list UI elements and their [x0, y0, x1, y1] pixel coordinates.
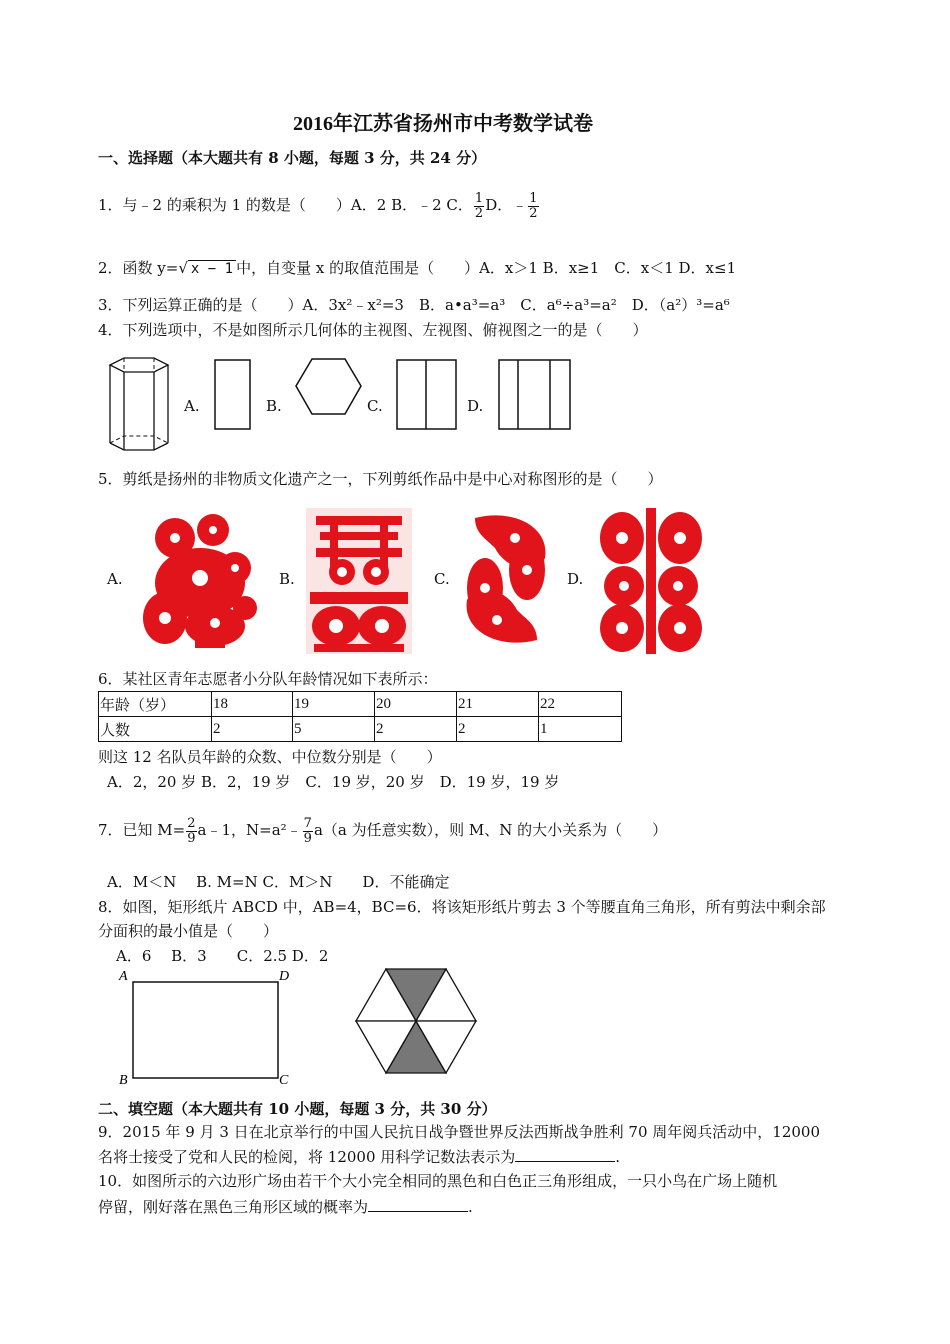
question-10-line-1: 10．如图所示的六边形广场由若干个大小完全相同的黑色和白色正三角形组成，一只小鸟在广场上随机 — [98, 1172, 778, 1190]
age-table — [98, 691, 622, 742]
paper-cut-double-happiness-b[interactable] — [306, 508, 412, 654]
question-2-rest: 中，自变量 x 的取值范围是（ ）A．x＞1 B．x≥1 C．x＜1 D．x≤1 — [236, 259, 737, 277]
option-a-label: A. — [184, 397, 200, 415]
question-7 — [98, 812, 667, 848]
question-10-text: 停留，刚好落在黑色三角形区域的概率为 — [98, 1198, 369, 1216]
view-rectangle-a[interactable] — [214, 359, 252, 431]
question-3: 3．下列运算正确的是（ ）A．3x²﹣x²=3 B．a•a³=a³ C．a⁶÷a³=a² D．（a²）³=a⁶ — [98, 296, 730, 314]
question-1-text-2: D．﹣ — [485, 196, 528, 214]
table-row — [99, 692, 622, 717]
question-5: 5．剪纸是扬州的非物质文化遗产之一，下列剪纸作品中是中心对称图形的是（ ） — [98, 470, 663, 488]
page-title: 2016年江苏省扬州市中考数学试卷 — [293, 113, 593, 135]
table-cell: 18 — [212, 692, 293, 717]
table-cell: 5 — [293, 717, 375, 742]
vertex-label-c: C — [279, 1073, 289, 1088]
view-two-panels-c[interactable] — [396, 359, 458, 431]
vertex-label-d: D — [279, 969, 290, 984]
section-heading-fill: 二、填空题（本大题共有 10 小题，每题 3 分，共 30 分） — [98, 1100, 497, 1118]
question-2 — [98, 259, 736, 277]
answer-blank[interactable] — [368, 1197, 468, 1212]
question-6-followup: 则这 12 名队员年龄的众数、中位数分别是（ ） — [98, 748, 442, 766]
question-2-lead: 2．函数 y= — [98, 259, 179, 277]
option-a-label: A. — [107, 570, 123, 588]
section-heading-choice: 一、选择题（本大题共有 8 小题，每题 3 分，共 24 分） — [98, 149, 487, 167]
question-6: 6．某社区青年志愿者小分队年龄情况如下表所示： — [98, 670, 438, 688]
option-d-label: D. — [467, 397, 484, 415]
sqrt-sign: √ — [178, 259, 188, 277]
paper-cut-fish-c[interactable] — [455, 508, 557, 650]
table-cell: 20 — [375, 692, 457, 717]
paper-cut-monkey-a[interactable] — [135, 508, 260, 650]
question-7-rest: a（a 为任意实数），则 M、N 的大小关系为（ ） — [313, 821, 668, 839]
question-4: 4．下列选项中，不是如图所示几何体的主视图、左视图、俯视图之一的是（ ） — [98, 321, 648, 339]
fraction: $\frac{1}{2}$ — [529, 190, 538, 221]
option-b-label: B. — [266, 397, 282, 415]
rectangle-abcd-figure — [116, 966, 296, 1088]
paper-cut-squirrel-d[interactable] — [598, 508, 704, 654]
question-6-options: A．2，20 岁 B．2，19 岁 C．19 岁，20 岁 D．19 岁，19 岁 — [107, 773, 560, 791]
question-7-options: A．M＜N B. M=N C．M＞N D．不能确定 — [107, 873, 450, 891]
question-8-line-2: 分面积的最小值是（ ） — [98, 922, 279, 940]
radicand: x − 1 — [188, 260, 236, 277]
question-10-line-2: 停留，刚好落在黑色三角形区域的概率为 . — [98, 1198, 473, 1216]
question-1-text: 1．与﹣2 的乘积为 1 的数是（ ）A．2 B．﹣2 C． — [98, 196, 473, 214]
answer-blank[interactable] — [515, 1147, 615, 1162]
option-b-label: B. — [279, 570, 295, 588]
question-8-options: A．6 B．3 C．2.5 D．2 — [116, 947, 329, 965]
table-cell: 人数 — [99, 717, 212, 742]
question-1 — [98, 187, 540, 223]
table-cell: 19 — [293, 692, 375, 717]
fraction: $\frac{2}{9}$ — [187, 815, 196, 846]
table-cell: 22 — [539, 692, 622, 717]
table-row — [99, 717, 622, 742]
view-hexagon-b[interactable] — [294, 357, 364, 417]
table-cell: 2 — [457, 717, 539, 742]
table-cell: 2 — [212, 717, 293, 742]
question-7-lead: 7．已知 M= — [98, 821, 186, 839]
fraction: $\frac{7}{9}$ — [303, 815, 312, 846]
table-cell: 2 — [375, 717, 457, 742]
option-c-label: C. — [367, 397, 383, 415]
fraction: $\frac{1}{2}$ — [474, 190, 484, 221]
question-9-line-1: 9．2015 年 9 月 3 日在北京举行的中国人民抗日战争暨世界反法西斯战争胜利 70 周年阅兵活动中，12000 — [98, 1123, 820, 1141]
table-cell: 21 — [457, 692, 539, 717]
question-7-mid: a﹣1，N=a²﹣ — [197, 821, 302, 839]
vertex-label-a: A — [119, 969, 128, 984]
table-cell: 年龄（岁） — [99, 692, 212, 717]
hexagon-triangles-figure — [352, 966, 480, 1076]
question-9-line-2: 名将士接受了党和人民的检阅，将 12000 用科学记数法表示为 . — [98, 1148, 621, 1166]
question-9-text: 名将士接受了党和人民的检阅，将 12000 用科学记数法表示为 — [98, 1148, 516, 1166]
table-cell: 1 — [539, 717, 622, 742]
view-three-panels-d[interactable] — [498, 359, 572, 431]
option-c-label: C. — [434, 570, 450, 588]
vertex-label-b: B — [119, 1073, 128, 1088]
option-d-label: D. — [567, 570, 584, 588]
hexagonal-prism-figure — [106, 355, 172, 453]
question-8-line-1: 8．如图，矩形纸片 ABCD 中，AB=4，BC=6．将该矩形纸片剪去 3 个等腰直角三角形，所有剪法中剩余部 — [98, 898, 826, 916]
